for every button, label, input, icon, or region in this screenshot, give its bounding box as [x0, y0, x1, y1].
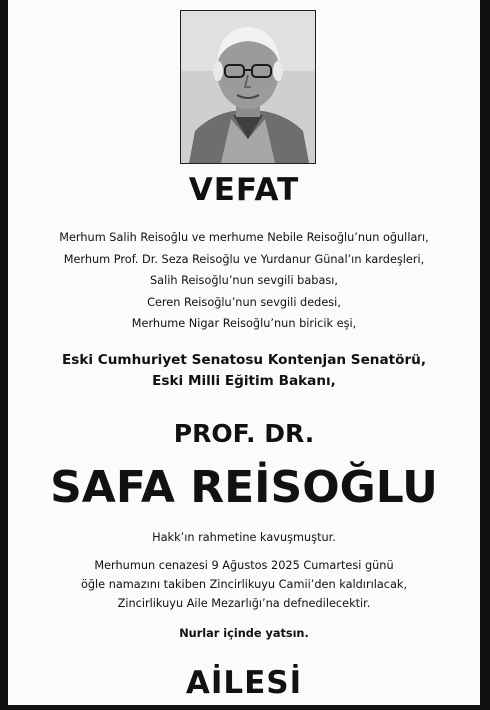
funeral-details — [8, 556, 480, 613]
deceased-name: SAFA REİSOĞLU — [50, 462, 438, 513]
passing-line: Hakk’ın rahmetine kavuşmuştur. — [152, 531, 336, 544]
academic-title: PROF. DR. — [173, 419, 315, 448]
relative-line: Ceren Reisoğlu’nun sevgili dedesi, — [147, 295, 341, 309]
relative-line: Merhum Prof. Dr. Seza Reisoğlu ve Yurdanur Günal’ın kardeşleri, — [63, 252, 425, 266]
relatives-list — [8, 227, 480, 335]
family-signature: AİLESİ — [185, 665, 303, 701]
relative-line: Salih Reisoğlu’nun sevgili babası, — [150, 274, 338, 287]
portrait-photo — [180, 10, 316, 164]
position-line: Eski Milli Eğitim Bakanı, — [152, 373, 336, 389]
former-positions — [8, 350, 480, 392]
funeral-line: öğle namazını takiben Zincirlikuyu Camii’den kaldırılacak, — [80, 578, 408, 591]
position-line: Eski Cumhuriyet Senatosu Kontenjan Senatörü, — [61, 352, 427, 368]
relative-line: Merhum Salih Reisoğlu ve merhume Nebile Reisoğlu’nun oğulları, — [59, 231, 429, 244]
obituary-notice — [8, 0, 480, 705]
relative-line: Merhume Nigar Reisoğlu’nun biricik eşi, — [131, 317, 357, 330]
funeral-line: Merhumun cenazesi 9 Ağustos 2025 Cumartesi günü — [94, 559, 394, 572]
notice-heading: VEFAT — [188, 172, 300, 208]
funeral-line: Zincirlikuyu Aile Mezarlığı’na defnedilecektir. — [117, 597, 371, 610]
blessing: Nurlar içinde yatsın. — [179, 627, 309, 640]
portrait-illustration — [181, 11, 315, 163]
